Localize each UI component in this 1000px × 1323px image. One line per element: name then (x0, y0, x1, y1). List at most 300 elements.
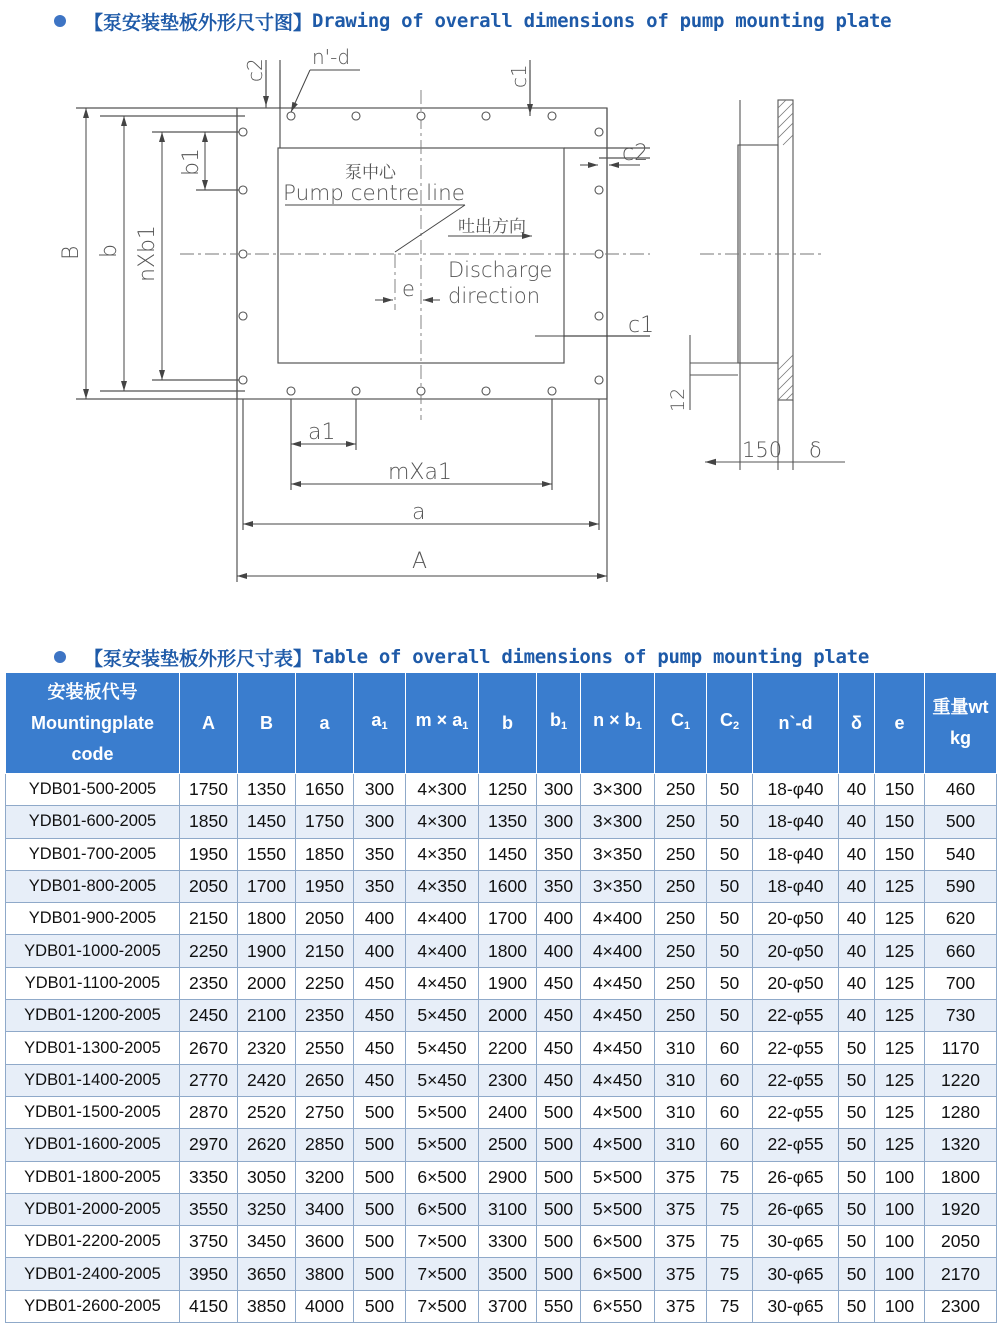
header-a-text: a (319, 712, 330, 733)
table-cell: 1850 (296, 838, 354, 870)
table-row (6, 935, 997, 967)
table-cell: 100 (875, 1226, 925, 1258)
cell-code: YDB01-900-2005 (6, 903, 180, 935)
table-cell: 250 (655, 806, 707, 838)
table-cell: 125 (875, 1000, 925, 1032)
label-nd: n'-d (312, 45, 351, 69)
header-weight-unit: kg (949, 728, 971, 748)
table-cell: 40 (839, 774, 875, 806)
table-cell: 3350 (180, 1161, 238, 1193)
table-cell: 1550 (238, 838, 296, 870)
cell-code: YDB01-700-2005 (6, 838, 180, 870)
table-cell: 2300 (925, 1290, 997, 1322)
table-cell: 30-φ65 (753, 1226, 839, 1258)
table-cell: 125 (875, 1129, 925, 1161)
table-cell: 4×300 (406, 774, 479, 806)
header-b-text: b (502, 712, 513, 733)
table-row (6, 1226, 997, 1258)
table-cell: 450 (537, 1064, 581, 1096)
table-cell: 2420 (238, 1064, 296, 1096)
table-cell: 1750 (296, 806, 354, 838)
table-cell: 2100 (238, 1000, 296, 1032)
table-cell: 100 (875, 1193, 925, 1225)
table-cell: 5×450 (406, 1032, 479, 1064)
header-code-cn: 安装板代号 (47, 681, 138, 702)
table-cell: 450 (537, 967, 581, 999)
table-cell: 375 (655, 1193, 707, 1225)
table-cell: 400 (354, 903, 406, 935)
table-cell: 125 (875, 1064, 925, 1096)
table-cell: 40 (839, 838, 875, 870)
table-cell: 3050 (238, 1161, 296, 1193)
table-cell: 550 (537, 1290, 581, 1322)
table-cell: 150 (875, 774, 925, 806)
cell-code: YDB01-1400-2005 (6, 1064, 180, 1096)
table-cell: 75 (707, 1258, 753, 1290)
table-cell: 4×300 (406, 806, 479, 838)
table-row (6, 1290, 997, 1322)
table-cell: 3300 (479, 1226, 537, 1258)
table-cell: 1750 (180, 774, 238, 806)
table-cell: 1950 (296, 870, 354, 902)
label-side-delta: δ (809, 438, 822, 462)
table-cell: 4×500 (581, 1129, 655, 1161)
drawing-title-cn: 【泵安装垫板外形尺寸图】 (84, 11, 313, 34)
label-side-12: 12 (667, 387, 689, 412)
table-cell: 7×500 (406, 1226, 479, 1258)
table-cell: 450 (537, 1032, 581, 1064)
table-cell: 450 (354, 967, 406, 999)
table-cell: 22-φ55 (753, 1000, 839, 1032)
table-cell: 2050 (180, 870, 238, 902)
table-cell: 1320 (925, 1129, 997, 1161)
bullet-icon (54, 651, 66, 663)
table-cell: 1600 (479, 870, 537, 902)
table-cell: 75 (707, 1161, 753, 1193)
table-cell: 4×450 (581, 1032, 655, 1064)
table-cell: 2250 (180, 935, 238, 967)
table-cell: 1170 (925, 1032, 997, 1064)
label-side-150: 150 (742, 438, 783, 462)
table-cell: 3×300 (581, 806, 655, 838)
table-cell: 100 (875, 1290, 925, 1322)
table-row (6, 1096, 997, 1128)
table-cell: 50 (839, 1258, 875, 1290)
table-cell: 450 (354, 1064, 406, 1096)
table-cell: 2050 (925, 1226, 997, 1258)
table-cell: 3×300 (581, 774, 655, 806)
table-cell: 50 (839, 1129, 875, 1161)
table-cell: 5×500 (406, 1096, 479, 1128)
table-cell: 730 (925, 1000, 997, 1032)
label-c2-right: c2 (622, 141, 649, 166)
table-cell: 40 (839, 806, 875, 838)
table-cell: 50 (839, 1290, 875, 1322)
table-cell: 50 (707, 935, 753, 967)
table-cell: 100 (875, 1161, 925, 1193)
table-cell: 30-φ65 (753, 1290, 839, 1322)
plate-outline (237, 108, 607, 399)
table-cell: 2200 (479, 1032, 537, 1064)
table-cell: 100 (875, 1258, 925, 1290)
table-cell: 4150 (180, 1290, 238, 1322)
table-cell: 50 (707, 967, 753, 999)
header-a (296, 673, 354, 774)
table-body (6, 774, 997, 1323)
table-row (6, 870, 997, 902)
label-e: e (402, 277, 415, 301)
table-cell: 1920 (925, 1193, 997, 1225)
table-cell: 2850 (296, 1129, 354, 1161)
table-cell: 590 (925, 870, 997, 902)
header-A-text: A (202, 712, 215, 733)
table-cell: 1950 (180, 838, 238, 870)
table-cell: 250 (655, 838, 707, 870)
table-cell: 75 (707, 1290, 753, 1322)
table-cell: 26-φ65 (753, 1193, 839, 1225)
table-cell: 300 (537, 774, 581, 806)
table-cell: 400 (537, 935, 581, 967)
header-code-en-2: code (71, 743, 114, 764)
table-cell: 40 (839, 967, 875, 999)
table-cell: 1350 (479, 806, 537, 838)
table-cell: 18-φ40 (753, 838, 839, 870)
table-cell: 2550 (296, 1032, 354, 1064)
table-cell: 2500 (479, 1129, 537, 1161)
table-cell: 7×500 (406, 1290, 479, 1322)
table-cell: 60 (707, 1032, 753, 1064)
table-cell: 2170 (925, 1258, 997, 1290)
table-cell: 1700 (479, 903, 537, 935)
table-header-row (6, 673, 997, 774)
table-cell: 250 (655, 935, 707, 967)
table-row (6, 1129, 997, 1161)
table-cell: 2000 (479, 1000, 537, 1032)
table-cell: 2620 (238, 1129, 296, 1161)
header-A (180, 673, 238, 774)
label-c2-top: c2 (243, 58, 267, 82)
label-b1: b1 (179, 148, 204, 176)
table-row (6, 1161, 997, 1193)
table-cell: 1250 (479, 774, 537, 806)
table-cell: 4×450 (581, 1064, 655, 1096)
table-cell: 6×550 (581, 1290, 655, 1322)
table-cell: 50 (839, 1064, 875, 1096)
table-cell: 310 (655, 1096, 707, 1128)
label-c1-top: c1 (507, 64, 531, 88)
table-cell: 50 (707, 870, 753, 902)
table-cell: 500 (354, 1096, 406, 1128)
table-cell: 4×400 (581, 935, 655, 967)
table-cell: 50 (707, 774, 753, 806)
table-cell: 3550 (180, 1193, 238, 1225)
header-B (238, 673, 296, 774)
table-cell: 540 (925, 838, 997, 870)
table-cell: 620 (925, 903, 997, 935)
label-discharge-en-1: Discharge (448, 258, 553, 282)
table-cell: 60 (707, 1129, 753, 1161)
table-cell: 3600 (296, 1226, 354, 1258)
header-a1-text: a (371, 709, 382, 730)
header-C2 (707, 673, 753, 774)
table-cell: 310 (655, 1064, 707, 1096)
table-cell: 250 (655, 774, 707, 806)
table-cell: 1800 (479, 935, 537, 967)
label-b: b (97, 244, 122, 258)
header-nxb1-sub: 1 (635, 719, 642, 732)
table-cell: 3200 (296, 1161, 354, 1193)
table-cell: 500 (537, 1226, 581, 1258)
table-cell: 4×450 (406, 967, 479, 999)
table-cell: 500 (537, 1161, 581, 1193)
label-c1-right: c1 (628, 313, 655, 338)
header-b1 (537, 673, 581, 774)
table-cell: 2900 (479, 1161, 537, 1193)
table-cell: 22-φ55 (753, 1032, 839, 1064)
table-cell: 50 (839, 1193, 875, 1225)
table-cell: 75 (707, 1193, 753, 1225)
label-mXa1: mXa1 (388, 460, 452, 485)
table-cell: 6×500 (406, 1161, 479, 1193)
header-mxa1 (406, 673, 479, 774)
table-cell: 1280 (925, 1096, 997, 1128)
table-cell: 5×500 (581, 1161, 655, 1193)
table-cell: 40 (839, 1000, 875, 1032)
table-cell: 50 (707, 903, 753, 935)
table-cell: 1650 (296, 774, 354, 806)
header-B-text: B (260, 712, 273, 733)
table-cell: 500 (354, 1226, 406, 1258)
header-code (6, 673, 180, 774)
table-cell: 3700 (479, 1290, 537, 1322)
table-cell: 2970 (180, 1129, 238, 1161)
table-cell: 300 (537, 806, 581, 838)
table-cell: 4×400 (406, 903, 479, 935)
table-cell: 22-φ55 (753, 1129, 839, 1161)
table-cell: 50 (839, 1032, 875, 1064)
table-cell: 60 (707, 1064, 753, 1096)
table-cell: 450 (354, 1000, 406, 1032)
table-cell: 125 (875, 1032, 925, 1064)
table-cell: 20-φ50 (753, 967, 839, 999)
table-cell: 300 (354, 806, 406, 838)
table-cell: 400 (537, 903, 581, 935)
table-cell: 350 (354, 838, 406, 870)
table-title-en: Table of overall dimensions of pump mounting plate (312, 646, 869, 668)
table-cell: 6×500 (581, 1226, 655, 1258)
table-cell: 450 (537, 1000, 581, 1032)
cell-code: YDB01-1300-2005 (6, 1032, 180, 1064)
table-cell: 4×500 (581, 1096, 655, 1128)
table-cell: 3750 (180, 1226, 238, 1258)
table-cell: 300 (354, 774, 406, 806)
table-cell: 1850 (180, 806, 238, 838)
table-cell: 26-φ65 (753, 1161, 839, 1193)
table-cell: 2750 (296, 1096, 354, 1128)
table-cell: 50 (707, 1000, 753, 1032)
table-cell: 500 (354, 1129, 406, 1161)
cell-code: YDB01-1200-2005 (6, 1000, 180, 1032)
table-cell: 4×450 (581, 1000, 655, 1032)
table-row (6, 806, 997, 838)
table-cell: 5×450 (406, 1064, 479, 1096)
table-cell: 4×350 (406, 870, 479, 902)
table-cell: 2320 (238, 1032, 296, 1064)
table-cell: 2770 (180, 1064, 238, 1096)
table-title-cn: 【泵安装垫板外形尺寸表】 (84, 647, 313, 670)
header-e-text: e (894, 712, 905, 733)
table-cell: 3850 (238, 1290, 296, 1322)
header-C1-sub: 1 (683, 719, 691, 732)
table-cell: 500 (537, 1193, 581, 1225)
table-row (6, 1064, 997, 1096)
table-row (6, 1193, 997, 1225)
table-cell: 2400 (479, 1096, 537, 1128)
header-C1 (655, 673, 707, 774)
header-weight (925, 673, 997, 774)
table-cell: 500 (354, 1193, 406, 1225)
table-cell: 75 (707, 1226, 753, 1258)
table-cell: 1450 (238, 806, 296, 838)
header-e (875, 673, 925, 774)
table-cell: 40 (839, 935, 875, 967)
table-cell: 2350 (180, 967, 238, 999)
table-cell: 3400 (296, 1193, 354, 1225)
label-pump-centre-cn: 泵中心 (345, 163, 396, 183)
table-cell: 1700 (238, 870, 296, 902)
table-cell: 375 (655, 1290, 707, 1322)
header-mxa1-sub: 1 (462, 719, 469, 732)
table-section-title (0, 640, 1000, 674)
table-cell: 500 (537, 1258, 581, 1290)
header-a1 (354, 673, 406, 774)
table-cell: 4×350 (406, 838, 479, 870)
header-mxa1-text: m × a (415, 709, 463, 730)
table-row (6, 967, 997, 999)
table-cell: 2150 (180, 903, 238, 935)
table-cell: 50 (839, 1226, 875, 1258)
cell-code: YDB01-2400-2005 (6, 1258, 180, 1290)
table-cell: 3450 (238, 1226, 296, 1258)
table-cell: 4×400 (581, 903, 655, 935)
table-cell: 4000 (296, 1290, 354, 1322)
side-view (690, 100, 845, 470)
table-cell: 1450 (479, 838, 537, 870)
table-cell: 1220 (925, 1064, 997, 1096)
table-row (6, 1258, 997, 1290)
header-a1-sub: 1 (381, 719, 388, 732)
table-cell: 40 (839, 903, 875, 935)
table-cell: 30-φ65 (753, 1258, 839, 1290)
table-cell: 2250 (296, 967, 354, 999)
header-nd-text: n`-d (778, 712, 813, 733)
table-cell: 125 (875, 870, 925, 902)
table-cell: 350 (354, 870, 406, 902)
table-cell: 2350 (296, 1000, 354, 1032)
table-cell: 50 (707, 806, 753, 838)
table-cell: 50 (839, 1096, 875, 1128)
table-cell: 1350 (238, 774, 296, 806)
table-cell: 50 (839, 1161, 875, 1193)
table-cell: 2000 (238, 967, 296, 999)
table-cell: 7×500 (406, 1258, 479, 1290)
table-cell: 3250 (238, 1193, 296, 1225)
table-cell: 3×350 (581, 870, 655, 902)
table-cell: 22-φ55 (753, 1064, 839, 1096)
table-cell: 450 (354, 1032, 406, 1064)
table-cell: 4×400 (406, 935, 479, 967)
table-cell: 3100 (479, 1193, 537, 1225)
header-C1-text: C (670, 709, 684, 730)
header-C2-sub: 2 (732, 719, 740, 732)
table-cell: 5×500 (581, 1193, 655, 1225)
table-cell: 250 (655, 903, 707, 935)
table-cell: 500 (537, 1096, 581, 1128)
header-nxb1 (581, 673, 655, 774)
label-pump-centre-en: Pump centre line (283, 181, 465, 205)
label-discharge-en-2: direction (448, 284, 541, 308)
table-cell: 350 (537, 838, 581, 870)
table-cell: 40 (839, 870, 875, 902)
table-cell: 22-φ55 (753, 1096, 839, 1128)
header-code-en: Mountingplate (31, 712, 154, 733)
cell-code: YDB01-600-2005 (6, 806, 180, 838)
table-cell: 2150 (296, 935, 354, 967)
table-cell: 250 (655, 967, 707, 999)
table-row (6, 838, 997, 870)
label-A: A (412, 549, 428, 574)
table-cell: 460 (925, 774, 997, 806)
table-cell: 150 (875, 838, 925, 870)
cell-code: YDB01-2200-2005 (6, 1226, 180, 1258)
cell-code: YDB01-1800-2005 (6, 1161, 180, 1193)
table-cell: 5×450 (406, 1000, 479, 1032)
table-cell: 2520 (238, 1096, 296, 1128)
drawing-title-en: Drawing of overall dimensions of pump mounting plate (312, 10, 892, 32)
table-cell: 400 (354, 935, 406, 967)
table-cell: 310 (655, 1129, 707, 1161)
table-cell: 250 (655, 870, 707, 902)
cell-code: YDB01-1500-2005 (6, 1096, 180, 1128)
cell-code: YDB01-2600-2005 (6, 1290, 180, 1322)
header-b1-text: b (549, 709, 561, 730)
cell-code: YDB01-1100-2005 (6, 967, 180, 999)
table-cell: 125 (875, 935, 925, 967)
table-cell: 3950 (180, 1258, 238, 1290)
table-cell: 350 (537, 870, 581, 902)
header-delta-text: δ (851, 712, 862, 733)
label-nXb1: nXb1 (135, 225, 160, 282)
header-delta (839, 673, 875, 774)
table-cell: 700 (925, 967, 997, 999)
table-cell: 310 (655, 1032, 707, 1064)
header-C2-text: C (719, 709, 733, 730)
table-cell: 2050 (296, 903, 354, 935)
table-cell: 500 (537, 1129, 581, 1161)
table-row (6, 1000, 997, 1032)
label-B: B (59, 245, 84, 260)
cell-code: YDB01-800-2005 (6, 870, 180, 902)
label-discharge-cn: 吐出方向 (458, 217, 526, 237)
table-cell: 3500 (479, 1258, 537, 1290)
table-cell: 500 (354, 1258, 406, 1290)
table-cell: 2300 (479, 1064, 537, 1096)
table-cell: 20-φ50 (753, 903, 839, 935)
table-cell: 500 (354, 1161, 406, 1193)
table-cell: 60 (707, 1096, 753, 1128)
table-cell: 18-φ40 (753, 774, 839, 806)
table-row (6, 774, 997, 806)
